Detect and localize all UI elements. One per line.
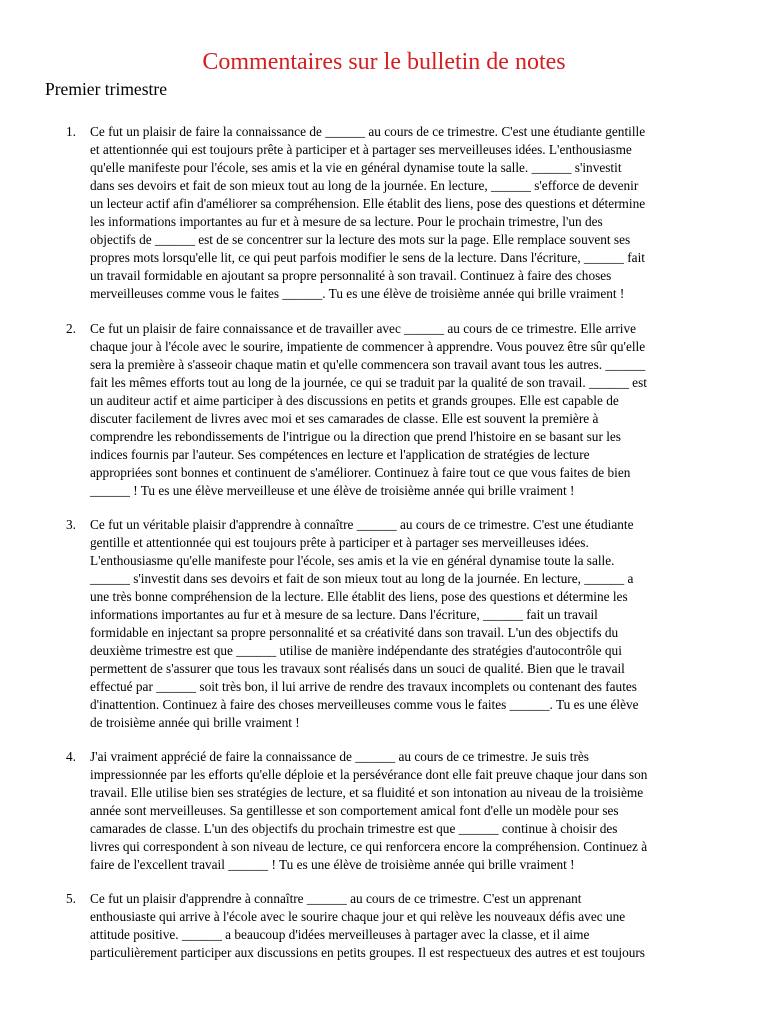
- comment-line: Ce fut un véritable plaisir d'apprendre à connaître ______ au cours de ce trimestre. C'est une étudiante: [90, 517, 634, 532]
- comment-line: gentille et attentionnée qui est toujours prête à participer et à partager ses merveilleuses idées.: [90, 535, 589, 550]
- comment-line: d'inattention. Continuez à faire des choses merveilleuses comme vous le faites ______. Tu es une élève: [90, 697, 639, 712]
- comment-text: [90, 320, 730, 500]
- comment-line: informations importantes au fur et à mesure de sa lecture. Dans l'écriture, ______ fait un travail: [90, 607, 598, 622]
- comment-line: un auditeur actif et aime participer à des discussions en petits et grands groupes. Elle est capable de: [90, 393, 619, 408]
- comment-line: camarades de classe. L'un des objectifs du prochain trimestre est que ______ continue à choisir des: [90, 821, 618, 836]
- comment-line: Ce fut un plaisir d'apprendre à connaître ______ au cours de ce trimestre. C'est un apprenant: [90, 891, 582, 906]
- comment-line: objectifs de ______ est de se concentrer sur la lecture des mots sur la page. Elle remplace souvent ses: [90, 232, 631, 247]
- comment-line: effectué par ______ soit très bon, il lui arrive de rendre des travaux incomplets ou contenant des fautes: [90, 679, 637, 694]
- comment-line: un travail formidable en ajoutant sa propre personnalité à son travail. Continuez à faire des choses: [90, 268, 612, 283]
- document-title: Commentaires sur le bulletin de notes: [202, 49, 566, 75]
- comment-text: [90, 516, 730, 732]
- comment-line: qu'elle manifeste pour l'école, ses amis et la vie en général dynamise toute la salle. ______ s'investit: [90, 160, 622, 175]
- comment-line: enthousiaste qui arrive à l'école avec le sourire chaque jour et qui relève les nouveaux défis avec une: [90, 909, 626, 924]
- comment-line: une très bonne compréhension de la lecture. Elle établit des liens, pose des questions et détermine les: [90, 589, 628, 604]
- comment-text: [90, 123, 730, 303]
- comment-line: sera la première à s'asseoir chaque matin et qu'elle commencera son travail avant tous les autres. ______: [90, 357, 646, 372]
- comment-number: 4.: [66, 749, 76, 764]
- comment-line: ______ ! Tu es une élève merveilleuse et une élève de troisième année qui brille vraiment !: [90, 483, 575, 498]
- comment-line: année sont merveilleuses. Sa gentillesse et son comportement amical font d'elle un modèle pour ses: [90, 803, 619, 818]
- comment-line: particulièrement participer aux discussions en petits groupes. Il est respectueux des autres et est toujours: [90, 945, 645, 960]
- comment-line: de troisième année qui brille vraiment !: [90, 715, 300, 730]
- comment-line: dans ses devoirs et fait de son mieux tout au long de la journée. En lecture, ______ s'efforce de devenir: [90, 178, 639, 193]
- comment-line: deuxième trimestre est que ______ utilise de manière indépendante des stratégies d'autocontrôle qui: [90, 643, 622, 658]
- comment-line: les informations importantes au fur et à mesure de sa lecture. Pour le prochain trimestre, l'un des: [90, 214, 603, 229]
- comment-line: formidable en injectant sa propre personnalité et sa créativité dans son travail. L'un des objectifs du: [90, 625, 619, 640]
- comment-line: faire de l'excellent travail ______ ! Tu es une élève de troisième année qui brille vraiment !: [90, 857, 575, 872]
- comment-number: 1.: [66, 124, 76, 139]
- comment-line: fait les mêmes efforts tout au long de la journée, ce qui se traduit par la qualité de son travail. ______ est: [90, 375, 647, 390]
- comment-line: Ce fut un plaisir de faire la connaissance de ______ au cours de ce trimestre. C'est une étudiante gentille: [90, 124, 646, 139]
- comment-line: indices fournis par l'auteur. Ses compétences en lecture et l'application de stratégies de lecture: [90, 447, 590, 462]
- comment-line: permettent de s'assurer que tous les travaux sont réalisés dans un souci de qualité. Bien que le travail: [90, 661, 625, 676]
- comment-line: livres qui correspondent à son niveau de lecture, ce qui renforcera encore la compréhension. Continuez à: [90, 839, 648, 854]
- comment-line: discuter facilement de livres avec moi et ses camarades de classe. Elle est souvent la première à: [90, 411, 599, 426]
- section-heading: Premier trimestre: [45, 79, 167, 99]
- comment-line: L'enthousiasme qu'elle manifeste pour l'école, ses amis et la vie en général dynamise toute la salle.: [90, 553, 615, 568]
- comment-number: 5.: [66, 891, 76, 906]
- comment-text: [90, 890, 730, 962]
- comment-number: 2.: [66, 321, 76, 336]
- comment-line: chaque jour à l'école avec le sourire, impatiente de commencer à apprendre. Vous pouvez être sûr qu'elle: [90, 339, 646, 354]
- comment-number: 3.: [66, 517, 76, 532]
- comment-line: un lecteur actif afin d'améliorer sa compréhension. Elle établit des liens, pose des questions et détermine: [90, 196, 646, 211]
- comment-line: impressionnée par les efforts qu'elle déploie et la persévérance dont elle fait preuve chaque jour dans son: [90, 767, 648, 782]
- comment-line: merveilleuses comme vous le faites ______. Tu es une élève de troisième année qui brille vraiment !: [90, 286, 625, 301]
- comment-line: et attentionnée qui est toujours prête à participer et à partager ses merveilleuses idées. L'enthousiasme: [90, 142, 632, 157]
- comment-line: travail. Elle utilise bien ses stratégies de lecture, et sa fluidité et son intonation au niveau de la troisième: [90, 785, 644, 800]
- comment-line: attitude positive. ______ a beaucoup d'idées merveilleuses à partager avec la classe, et il aime: [90, 927, 590, 942]
- comment-line: comprendre les rebondissements de l'intrigue ou la direction que prend l'histoire en se basant sur les: [90, 429, 621, 444]
- comment-line: J'ai vraiment apprécié de faire la connaissance de ______ au cours de ce trimestre. Je suis très: [90, 749, 589, 764]
- comment-line: Ce fut un plaisir de faire connaissance et de travailler avec ______ au cours de ce trimestre. Elle arrive: [90, 321, 637, 336]
- comment-line: propres mots lorsqu'elle lit, ce qui peut parfois modifier le sens de la lecture. Dans l'écriture, ______ fait: [90, 250, 645, 265]
- comment-line: appropriées sont bonnes et continuent de s'améliorer. Continuez à faire tout ce que vous faites de bien: [90, 465, 631, 480]
- comment-line: ______ s'investit dans ses devoirs et fait de son mieux tout au long de la journée. En lecture, ______ a: [90, 571, 634, 586]
- comment-text: [90, 748, 730, 874]
